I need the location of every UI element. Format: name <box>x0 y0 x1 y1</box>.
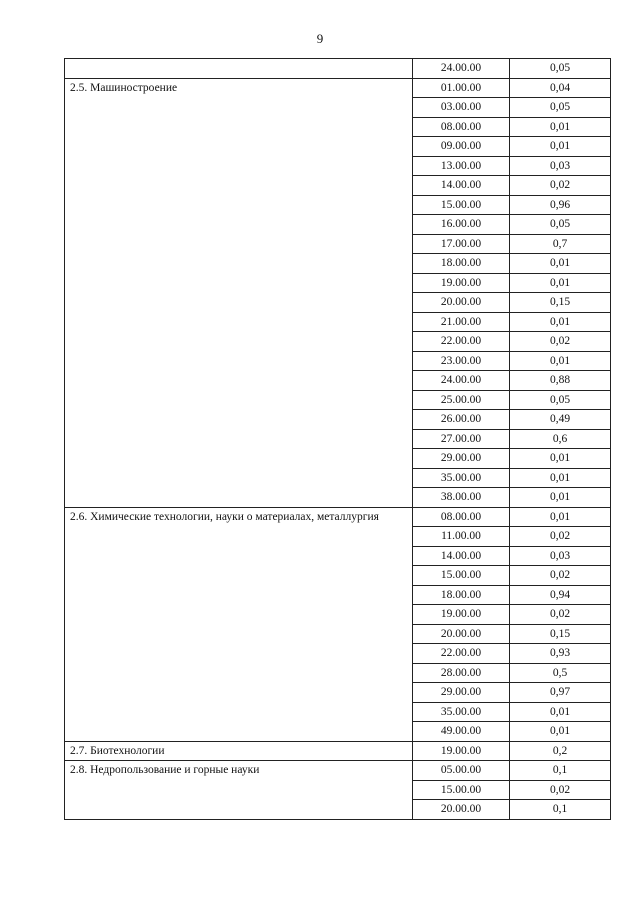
table-row <box>65 59 611 79</box>
value-cell: 0,03 <box>510 546 611 566</box>
code-cell: 29.00.00 <box>413 683 510 703</box>
value-cell: 0,01 <box>510 312 611 332</box>
value-cell: 0,02 <box>510 527 611 547</box>
table-row <box>65 761 611 781</box>
value-cell: 0,93 <box>510 644 611 664</box>
value-cell: 0,88 <box>510 371 611 391</box>
code-cell: 14.00.00 <box>413 546 510 566</box>
code-cell: 20.00.00 <box>413 293 510 313</box>
page-number: 9 <box>316 31 324 46</box>
code-cell: 15.00.00 <box>413 780 510 800</box>
code-cell: 25.00.00 <box>413 390 510 410</box>
group-name <box>70 59 408 61</box>
code-cell: 35.00.00 <box>413 468 510 488</box>
value-cell: 0,05 <box>510 59 611 79</box>
value-cell: 0,01 <box>510 702 611 722</box>
code-cell: 19.00.00 <box>413 741 510 761</box>
value-cell: 0,05 <box>510 390 611 410</box>
value-cell: 0,94 <box>510 585 611 605</box>
group-name: 2.5. Машиностроение <box>70 81 178 94</box>
code-cell: 19.00.00 <box>413 273 510 293</box>
code-cell: 28.00.00 <box>413 663 510 683</box>
value-cell: 0,05 <box>510 215 611 235</box>
value-cell: 0,15 <box>510 624 611 644</box>
code-cell: 24.00.00 <box>413 371 510 391</box>
code-cell: 20.00.00 <box>413 624 510 644</box>
value-cell: 0,96 <box>510 195 611 215</box>
value-cell: 0,01 <box>510 117 611 137</box>
value-cell: 0,02 <box>510 566 611 586</box>
group-name-cell <box>65 761 413 820</box>
table-body <box>65 59 611 820</box>
code-cell: 22.00.00 <box>413 644 510 664</box>
code-cell: 03.00.00 <box>413 98 510 118</box>
group-name-cell <box>65 59 413 79</box>
value-cell: 0,97 <box>510 683 611 703</box>
group-name: 2.7. Биотехнологии <box>70 744 165 757</box>
value-cell: 0,01 <box>510 273 611 293</box>
value-cell: 0,01 <box>510 351 611 371</box>
value-cell: 0,15 <box>510 293 611 313</box>
code-cell: 35.00.00 <box>413 702 510 722</box>
value-cell: 0,01 <box>510 468 611 488</box>
code-cell: 17.00.00 <box>413 234 510 254</box>
group-name-cell <box>65 741 413 761</box>
table-row <box>65 507 611 527</box>
value-cell: 0,01 <box>510 722 611 742</box>
code-cell: 23.00.00 <box>413 351 510 371</box>
value-cell: 0,03 <box>510 156 611 176</box>
table-row <box>65 78 611 98</box>
code-cell: 13.00.00 <box>413 156 510 176</box>
value-cell: 0,01 <box>510 137 611 157</box>
value-cell: 0,01 <box>510 254 611 274</box>
code-cell: 08.00.00 <box>413 117 510 137</box>
table-row <box>65 741 611 761</box>
code-cell: 15.00.00 <box>413 566 510 586</box>
value-cell: 0,01 <box>510 507 611 527</box>
value-cell: 0,49 <box>510 410 611 430</box>
value-cell: 0,04 <box>510 78 611 98</box>
code-cell: 26.00.00 <box>413 410 510 430</box>
value-cell: 0,01 <box>510 449 611 469</box>
group-name: 2.8. Недропользование и горные науки <box>70 764 260 776</box>
value-cell: 0,7 <box>510 234 611 254</box>
code-cell: 24.00.00 <box>413 59 510 79</box>
code-cell: 27.00.00 <box>413 429 510 449</box>
value-cell: 0,05 <box>510 98 611 118</box>
value-cell: 0,02 <box>510 176 611 196</box>
code-cell: 18.00.00 <box>413 254 510 274</box>
code-cell: 18.00.00 <box>413 585 510 605</box>
code-cell: 29.00.00 <box>413 449 510 469</box>
code-cell: 21.00.00 <box>413 312 510 332</box>
group-name-cell <box>65 78 413 507</box>
code-cell: 38.00.00 <box>413 488 510 508</box>
value-cell: 0,2 <box>510 741 611 761</box>
code-cell: 49.00.00 <box>413 722 510 742</box>
group-name: 2.6. Химические технологии, науки о материалах, металлургия <box>70 510 379 523</box>
value-cell: 0,1 <box>510 800 611 820</box>
code-cell: 15.00.00 <box>413 195 510 215</box>
code-cell: 01.00.00 <box>413 78 510 98</box>
code-cell: 20.00.00 <box>413 800 510 820</box>
code-cell: 11.00.00 <box>413 527 510 547</box>
code-cell: 05.00.00 <box>413 761 510 781</box>
value-cell: 0,02 <box>510 780 611 800</box>
allocation-table <box>64 58 611 820</box>
code-cell: 08.00.00 <box>413 507 510 527</box>
code-cell: 16.00.00 <box>413 215 510 235</box>
code-cell: 19.00.00 <box>413 605 510 625</box>
value-cell: 0,6 <box>510 429 611 449</box>
value-cell: 0,02 <box>510 332 611 352</box>
code-cell: 14.00.00 <box>413 176 510 196</box>
code-cell: 09.00.00 <box>413 137 510 157</box>
code-cell: 22.00.00 <box>413 332 510 352</box>
value-cell: 0,01 <box>510 488 611 508</box>
value-cell: 0,02 <box>510 605 611 625</box>
value-cell: 0,5 <box>510 663 611 683</box>
group-name-cell <box>65 507 413 741</box>
value-cell: 0,1 <box>510 761 611 781</box>
